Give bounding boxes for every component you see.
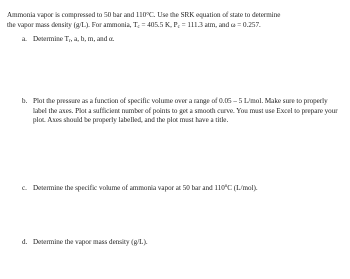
part-a-text: [33, 35, 340, 45]
part-a-text-start: Determine T: [33, 35, 69, 43]
problem-text: = 405.5 K, P: [139, 20, 178, 29]
question-part-b: [22, 97, 340, 126]
part-b-label: b.: [22, 97, 28, 105]
question-part-d: [22, 238, 340, 248]
question-part-c: [22, 184, 340, 194]
problem-statement: [7, 11, 343, 30]
tr-subscript: r: [68, 39, 71, 44]
part-c-label: c.: [22, 184, 27, 192]
part-c-text-start: Determine the specific volume of ammonia vapor at 50 bar and 110: [33, 184, 225, 192]
part-c-text: [33, 184, 340, 194]
degree-superscript: o: [224, 184, 228, 189]
part-a-text-end: , a, b, m, and α.: [70, 35, 115, 43]
tc-subscript: c: [137, 24, 140, 30]
problem-text: the vapor mass density (g/L). For ammonia, T: [7, 20, 138, 29]
part-d-label: d.: [22, 238, 28, 246]
problem-statement-line-1: Ammonia vapor is compressed to 50 bar and 110°C. Use the SRK equation of state to determine: [7, 11, 281, 19]
question-part-a: [22, 35, 340, 45]
pc-subscript: c: [177, 24, 180, 30]
problem-text: = 111.3 atm, and ω = 0.257.: [179, 20, 261, 29]
part-d-text: Determine the vapor mass density (g/L).: [33, 238, 148, 246]
part-a-label: a.: [22, 35, 27, 43]
part-c-text-end: C (L/mol).: [227, 184, 258, 192]
part-b-text: Plot the pressure as a function of specific volume over a range of 0.05 – 5 L/mol. Make sure to properly label the axes. Plot a sufficient number of points to get a smooth curve. You must use Excel to prepare your plot. Axes should be properly labelled, and the plot must have a title.: [33, 97, 338, 125]
problem-statement-line-2: [7, 21, 261, 29]
